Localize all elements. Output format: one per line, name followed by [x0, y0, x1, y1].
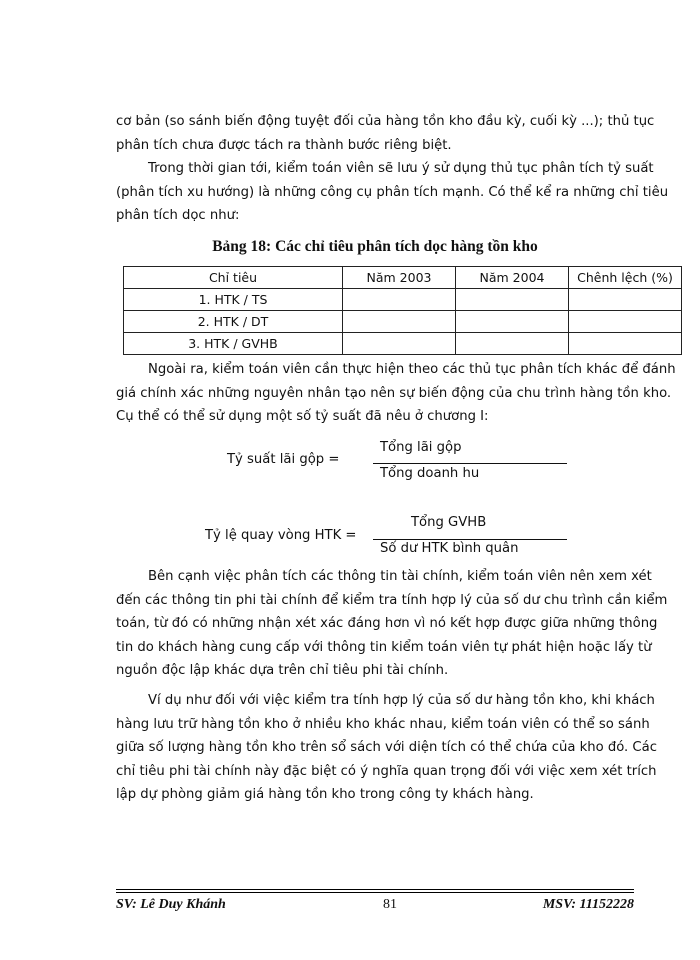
- text-line: nguồn độc lập khác dựa trên chỉ tiêu phi tài chính.: [116, 663, 449, 678]
- table-cell: 2. HTK / DT: [124, 311, 343, 333]
- text-line: Bên cạnh việc phân tích các thông tin tài chính, kiểm toán viên nên xem xét: [148, 569, 652, 584]
- header-cell: Chênh lệch (%): [569, 267, 682, 289]
- fraction-bar: [373, 539, 567, 540]
- table-cell: 1. HTK / TS: [124, 289, 343, 311]
- analysis-table: [123, 266, 682, 355]
- paragraph-2: [116, 157, 669, 228]
- table-cell: [456, 289, 569, 311]
- text-line: (phân tích xu hướng) là những công cụ phân tích mạnh. Có thể kể ra những chỉ tiêu: [116, 184, 669, 200]
- table-row: [124, 289, 682, 311]
- table-cell: [569, 289, 682, 311]
- table-cell: [569, 333, 682, 355]
- table-cell: [343, 311, 456, 333]
- table-cell: [456, 311, 569, 333]
- header-cell: Chỉ tiêu: [124, 267, 343, 289]
- text-line: Trong thời gian tới, kiểm toán viên sẽ lưu ý sử dụng thủ tục phân tích tỷ suất: [148, 161, 654, 176]
- formula-denominator: Tổng doanh hu: [380, 466, 480, 481]
- table-row: [124, 333, 682, 355]
- text-line: giữa số lượng hàng tồn kho trên sổ sách với diện tích có thể chứa của kho đó. Các: [116, 740, 657, 755]
- text-line: phân tích chưa được tách ra thành bước riêng biệt.: [116, 137, 452, 153]
- text-line: toán, từ đó có những nhận xét xác đáng hơn vì nó kết hợp được giữa những thông: [116, 616, 658, 631]
- page-number: 81: [383, 897, 397, 912]
- text-line: Cụ thể có thể sử dụng một số tỷ suất đã nêu ở chương I:: [116, 409, 489, 424]
- paragraph-5: [116, 689, 657, 807]
- text-line: phân tích dọc như:: [116, 208, 240, 223]
- table-cell: [343, 289, 456, 311]
- text-line: lập dự phòng giảm giá hàng tồn kho trong công ty khách hàng.: [116, 787, 534, 802]
- formula-denominator: Số dư HTK bình quân: [380, 541, 519, 556]
- fraction-bar: [373, 463, 567, 464]
- table-row: [124, 311, 682, 333]
- footer-student-id: MSV: 11152228: [542, 897, 634, 912]
- header-cell: Năm 2003: [343, 267, 456, 289]
- footer-divider: [116, 889, 634, 890]
- table-cell: [456, 333, 569, 355]
- table-cell: [343, 333, 456, 355]
- table-cell: [569, 311, 682, 333]
- formula-numerator: Tổng lãi gộp: [380, 440, 462, 455]
- text-line: cơ bản (so sánh biến động tuyệt đối của hàng tồn kho đầu kỳ, cuối kỳ ...); thủ tục: [116, 114, 655, 129]
- table-header-row: [124, 267, 682, 289]
- formula-lhs: Tỷ suất lãi gộp =: [227, 452, 340, 467]
- paragraph-4: [116, 565, 668, 683]
- footer-divider: [116, 892, 634, 893]
- text-line: Ví dụ như đối với việc kiểm tra tính hợp lý của số dư hàng tồn kho, khi khách: [148, 693, 655, 708]
- text-line: giá chính xác những nguyên nhân tạo nên sự biến động của chu trình hàng tồn kho.: [116, 385, 672, 401]
- table-cell: 3. HTK / GVHB: [124, 333, 343, 355]
- text-line: hàng lưu trữ hàng tồn kho ở nhiều kho khác nhau, kiểm toán viên có thể so sánh: [116, 716, 650, 732]
- footer-student-name: SV: Lê Duy Khánh: [116, 897, 226, 912]
- paragraph-3: [116, 358, 676, 429]
- header-cell: Năm 2004: [456, 267, 569, 289]
- formula-lhs: Tỷ lệ quay vòng HTK =: [205, 528, 357, 543]
- text-line: Ngoài ra, kiểm toán viên cần thực hiện theo các thủ tục phân tích khác để đánh: [148, 362, 676, 377]
- table-caption: Bảng 18: Các chỉ tiêu phân tích dọc hàng tồn kho: [212, 238, 538, 255]
- text-line: chỉ tiêu phi tài chính này đặc biệt có ý nghĩa quan trọng đối với việc xem xét trích: [116, 763, 657, 779]
- formula-numerator: Tổng GVHB: [411, 515, 487, 530]
- text-line: tin do khách hàng cung cấp với thông tin kiểm toán viên tự phát hiện hoặc lấy từ: [116, 639, 652, 655]
- text-line: đến các thông tin phi tài chính để kiểm tra tính hợp lý của số dư chu trình cần kiểm: [116, 592, 668, 608]
- paragraph-1: [116, 110, 655, 157]
